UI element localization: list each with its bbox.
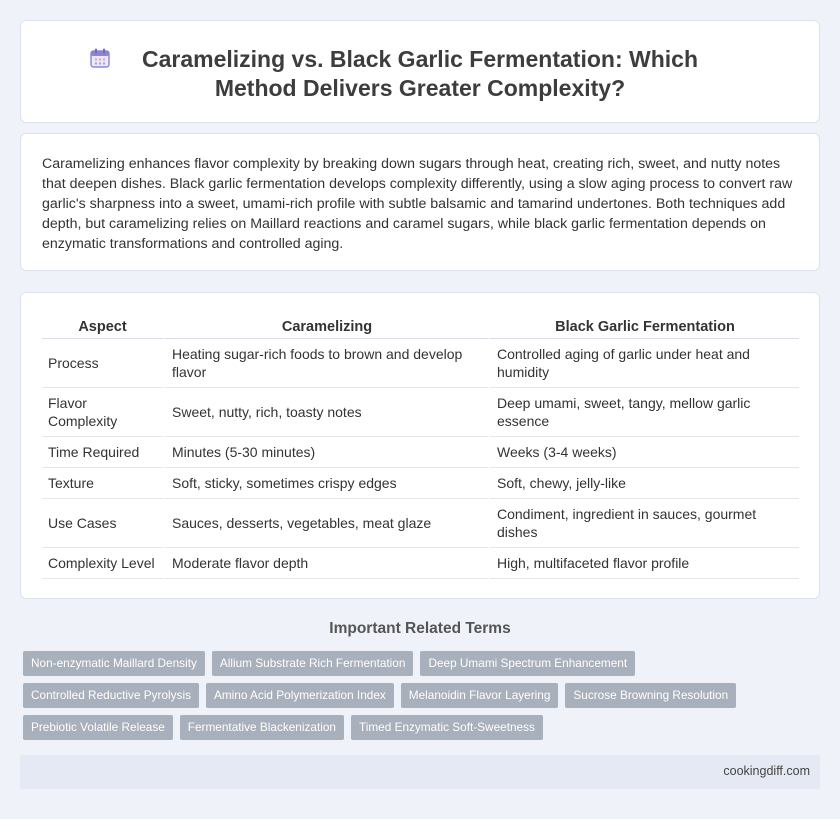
table-row [42,468,799,499]
footer [20,755,820,789]
row-black-garlic: Condiment, ingredient in sauces, gourmet dishes [488,499,799,548]
related-term-tag[interactable]: Sucrose Browning Resolution [565,683,736,708]
row-black-garlic: Deep umami, sweet, tangy, mellow garlic essence [488,388,799,437]
row-caramelizing: Sweet, nutty, rich, toasty notes [163,388,488,437]
row-aspect: Complexity Level [42,548,163,579]
related-term-tag[interactable]: Non-enzymatic Maillard Density [23,651,205,676]
row-aspect: Use Cases [42,499,163,548]
row-aspect: Process [42,339,163,388]
tag-row [23,683,803,715]
table-row [42,437,799,468]
row-black-garlic: Weeks (3-4 weeks) [488,437,799,468]
row-caramelizing: Heating sugar-rich foods to brown and develop flavor [163,339,488,388]
related-term-tag[interactable]: Prebiotic Volatile Release [23,715,173,740]
comparison-table [42,315,799,579]
page-title: Caramelizing vs. Black Garlic Fermentation: Which Method Delivers Greater Complexity? [142,46,698,101]
title-card [20,20,820,123]
comparison-card [20,292,820,599]
table-row [42,548,799,579]
row-aspect: Time Required [42,437,163,468]
row-black-garlic: Soft, chewy, jelly-like [488,468,799,499]
related-terms-title: Important Related Terms [329,620,511,637]
row-aspect: Flavor Complexity [42,388,163,437]
related-terms-list [23,651,803,747]
intro-card [20,133,820,271]
row-caramelizing: Soft, sticky, sometimes crispy edges [163,468,488,499]
row-caramelizing: Moderate flavor depth [163,548,488,579]
title-wrap [21,45,819,103]
table-header-row [42,315,799,339]
header-aspect: Aspect [42,315,163,339]
table-row [42,499,799,548]
table-row [42,388,799,437]
header-black-garlic: Black Garlic Fermentation [488,315,799,339]
header-caramelizing: Caramelizing [163,315,488,339]
row-black-garlic: Controlled aging of garlic under heat and humidity [488,339,799,388]
row-caramelizing: Sauces, desserts, vegetables, meat glaze [163,499,488,548]
related-term-tag[interactable]: Melanoidin Flavor Layering [401,683,559,708]
related-term-tag[interactable]: Deep Umami Spectrum Enhancement [420,651,635,676]
related-term-tag[interactable]: Fermentative Blackenization [180,715,344,740]
tag-row [23,715,803,747]
related-term-tag[interactable]: Timed Enzymatic Soft-Sweetness [351,715,543,740]
related-term-tag[interactable]: Controlled Reductive Pyrolysis [23,683,199,708]
site-name[interactable]: cookingdiff.com [723,764,810,778]
related-term-tag[interactable]: Allium Substrate Rich Fermentation [212,651,414,676]
row-caramelizing: Minutes (5-30 minutes) [163,437,488,468]
table-row [42,339,799,388]
intro-paragraph: Caramelizing enhances flavor complexity by breaking down sugars through heat, creating rich, sweet, and nutty notes that deepen dishes. Black garlic fermentation develops complexity differently, using a slow aging process to convert raw garlic's sharpness into a sweet, umami-rich profile with subtle balsamic and tamarind undertones. Both techniques add depth, but caramelizing relies on Maillard reactions and caramel sugars, while black garlic fermentation depends on enzymatic transformations and controlled aging. [42,156,793,252]
row-black-garlic: High, multifaceted flavor profile [488,548,799,579]
tag-row [23,651,803,683]
related-term-tag[interactable]: Amino Acid Polymerization Index [206,683,394,708]
row-aspect: Texture [42,468,163,499]
